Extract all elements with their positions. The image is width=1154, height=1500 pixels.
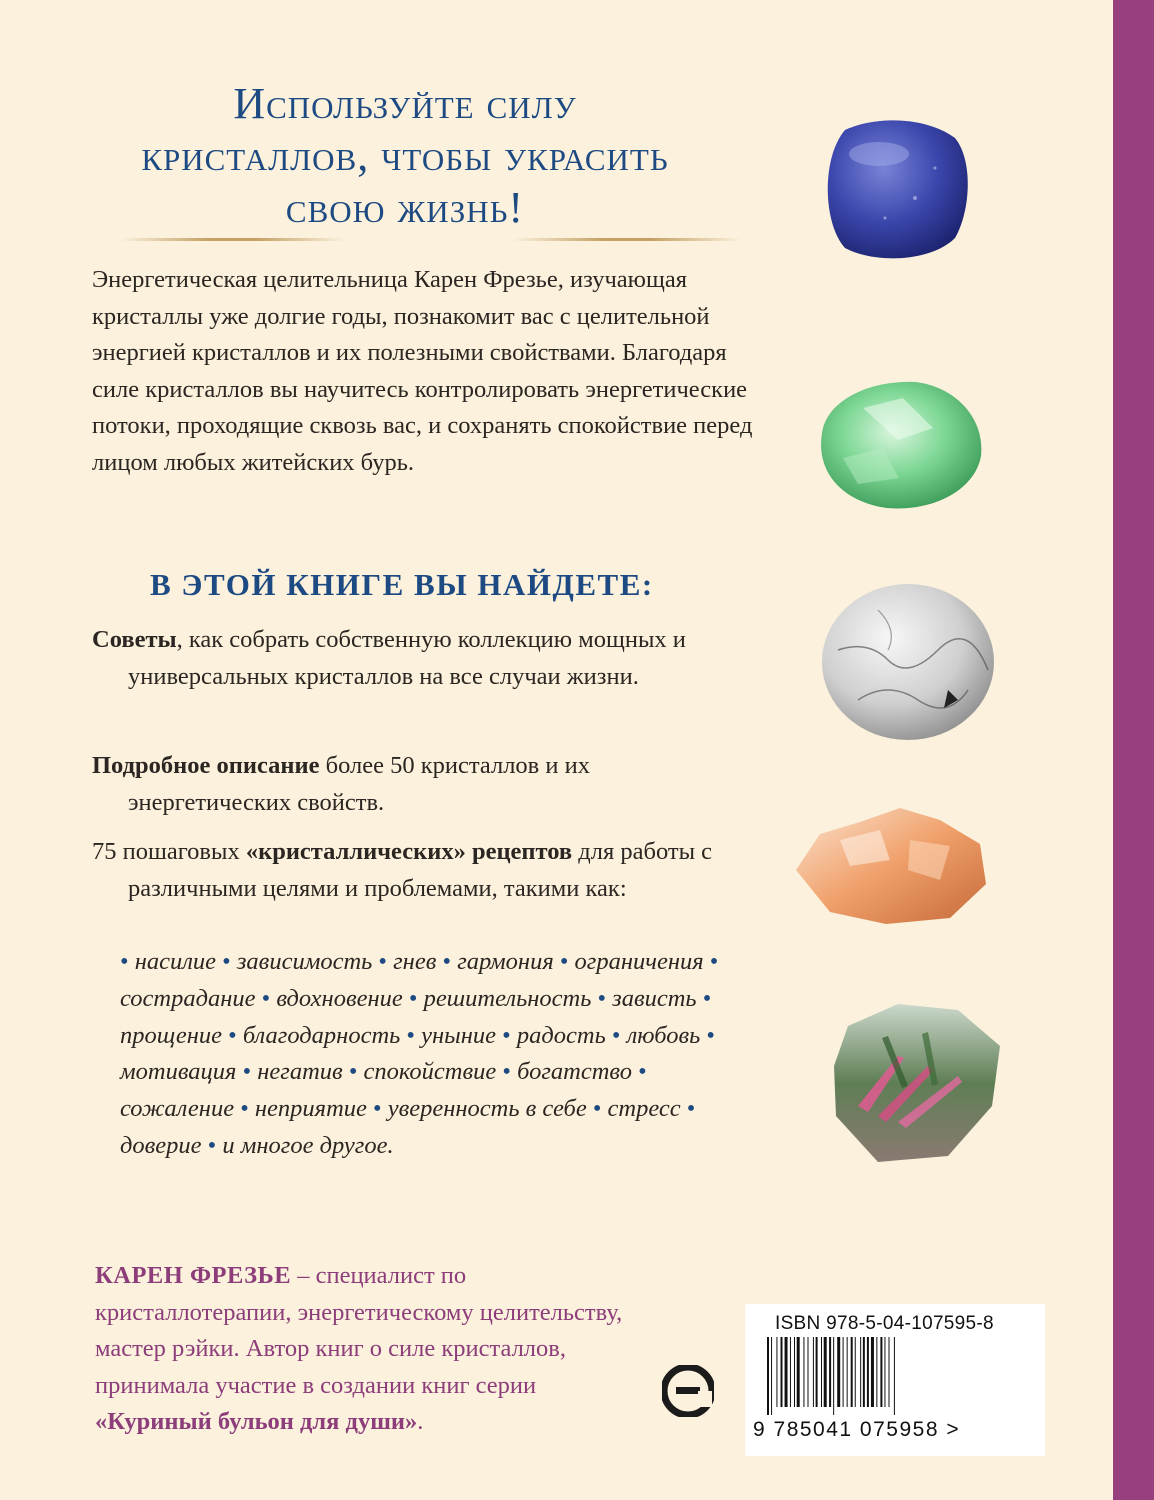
bullet: •	[611, 1021, 627, 1049]
bullet: •	[373, 1095, 388, 1123]
topic-item: любовь	[626, 1021, 701, 1049]
bullet: •	[242, 1058, 258, 1086]
barcode-bar	[829, 1337, 831, 1407]
topic-item: сострадание	[120, 984, 256, 1012]
barcode-bar	[785, 1337, 788, 1407]
barcode-bar	[833, 1337, 834, 1415]
author-end: .	[417, 1408, 424, 1435]
topic-item: гнев	[393, 948, 437, 975]
barcode-bar	[821, 1337, 822, 1407]
topic-item: решительность	[423, 984, 592, 1012]
feature-text: более 50 кристаллов и их энергетических свойств.	[128, 752, 590, 816]
author-text: – специалист по кристаллотерапии, энергетическому целительству, мастер рэйки. Автор книг о силе кристаллов, принимала участие в создании книг серии	[95, 1262, 623, 1399]
intro-paragraph: Энергетическая целительница Карен Фрезье, изучающая кристаллы уже долгие годы, познакомит вас с целительной энергией кристаллов и их полезными свойствами. Благодаря силе кристаллов вы научитесь контролировать энергетические потоки, проходящие сквозь вас, и сохранять спокойствие перед лицом любых житейских бурь.	[92, 266, 753, 476]
barcode-bar	[876, 1337, 877, 1407]
bullet: •	[442, 948, 458, 975]
barcode-bar	[867, 1337, 869, 1407]
topic-item: гармония	[457, 948, 554, 975]
feature-recipes	[92, 834, 732, 907]
topic-item: вдохновение	[276, 984, 403, 1012]
lapis-stone	[815, 108, 975, 268]
topic-item: и многое другое.	[222, 1131, 394, 1159]
topic-item: сожаление	[120, 1095, 235, 1123]
bullet: •	[348, 1058, 364, 1086]
feature-text: для работы с различными целями и проблемами, такими как:	[128, 838, 713, 902]
barcode-bar	[843, 1337, 844, 1407]
bullet: •	[261, 984, 277, 1012]
bullet: •	[120, 948, 135, 975]
barcode-bar	[837, 1337, 840, 1407]
barcode-bar	[803, 1337, 804, 1407]
topic-item: уныние	[421, 1021, 497, 1049]
isbn-label: ISBN 978-5-04-107595-8	[775, 1313, 994, 1334]
feature-description	[92, 748, 732, 821]
barcode-bar	[880, 1337, 882, 1407]
topic-item: благодарность	[242, 1021, 401, 1049]
topic-item: зависть	[612, 984, 697, 1012]
howlite-stone	[818, 580, 998, 745]
publisher-logo	[662, 1365, 714, 1417]
divider-right	[512, 238, 742, 241]
bullet: •	[406, 1021, 422, 1049]
headline-line-3: свою жизнь!	[285, 183, 525, 232]
bullet: •	[378, 948, 394, 975]
bullet: •	[228, 1021, 243, 1049]
topic-item: мотивация	[120, 1058, 237, 1086]
bullet: •	[638, 1058, 647, 1086]
barcode-bar	[847, 1337, 848, 1407]
barcode-bar	[797, 1337, 800, 1407]
bullet: •	[597, 984, 613, 1012]
barcode-bar	[824, 1337, 827, 1407]
topic-item: спокойствие	[363, 1058, 497, 1086]
topic-item: богатство	[517, 1058, 632, 1086]
barcode-bar	[855, 1337, 856, 1407]
barcode-bar	[808, 1337, 809, 1407]
feature-tips	[92, 622, 732, 695]
bullet: •	[686, 1095, 696, 1123]
topic-item: насилие	[134, 948, 217, 975]
barcode-bar	[894, 1337, 895, 1415]
feature-text: 75 пошаговых	[92, 838, 246, 865]
bullet: •	[207, 1131, 223, 1159]
bullet: •	[709, 948, 719, 975]
barcode	[767, 1337, 1007, 1415]
barcode-bar	[794, 1337, 795, 1407]
barcode-bar	[767, 1337, 769, 1415]
topic-item: радость	[516, 1021, 606, 1049]
series-title: «Куриный бульон для души»	[95, 1408, 418, 1435]
barcode-bar	[816, 1337, 818, 1407]
tourmaline-stone	[828, 996, 1008, 1166]
topic-item: неприятие	[254, 1095, 367, 1123]
calcite-stone	[790, 800, 990, 930]
barcode-bar	[863, 1337, 865, 1407]
fluorite-stone	[803, 368, 993, 518]
barcode-bar	[781, 1337, 783, 1407]
topic-item: стресс	[607, 1095, 681, 1123]
topic-item: прощение	[120, 1021, 223, 1049]
barcode-bar	[790, 1337, 791, 1407]
side-color-strip	[1113, 0, 1154, 1500]
barcode-bar	[771, 1337, 772, 1415]
feature-text: , как собрать собственную коллекцию мощных и универсальных кристаллов на все случаи жизни.	[128, 626, 686, 690]
topic-item: негатив	[257, 1058, 343, 1086]
bullet: •	[502, 1021, 517, 1049]
barcode-bar	[884, 1337, 885, 1407]
bullet: •	[702, 984, 712, 1012]
barcode-bar	[889, 1337, 890, 1407]
barcode-bar	[851, 1337, 853, 1407]
bullet: •	[592, 1095, 608, 1123]
bullet: •	[222, 948, 237, 975]
divider-left	[120, 238, 345, 241]
barcode-bar	[813, 1337, 814, 1407]
bullet: •	[240, 1095, 255, 1123]
author-name: КАРЕН ФРЕЗЬЕ	[95, 1262, 292, 1289]
bullet: •	[502, 1058, 518, 1086]
headline	[70, 78, 740, 234]
barcode-bar	[776, 1337, 777, 1407]
headline-line-1: Используйте силу	[233, 79, 577, 128]
topics-list	[120, 944, 760, 1165]
topic-item: зависимость	[236, 948, 373, 975]
topic-item: ограничения	[574, 948, 704, 975]
bullet: •	[408, 984, 424, 1012]
section-title: В ЭТОЙ КНИГЕ ВЫ НАЙДЕТЕ:	[150, 567, 654, 602]
barcode-bar	[871, 1337, 874, 1407]
feature-bold: «кристаллических» рецептов	[245, 838, 573, 865]
barcode-bar	[860, 1337, 861, 1407]
isbn-barcode-box	[745, 1304, 1045, 1456]
headline-line-2: кристаллов, чтобы украсить	[141, 131, 669, 180]
barcode-digits: 9 785041 075958 >	[753, 1418, 961, 1441]
topic-item: доверие	[120, 1131, 202, 1159]
topic-item: уверенность в себе	[387, 1095, 587, 1123]
author-bio	[95, 1258, 625, 1441]
feature-bold: Советы	[92, 626, 177, 653]
bullet: •	[706, 1021, 715, 1049]
feature-bold: Подробное описание	[92, 752, 320, 779]
bullet: •	[559, 948, 575, 975]
